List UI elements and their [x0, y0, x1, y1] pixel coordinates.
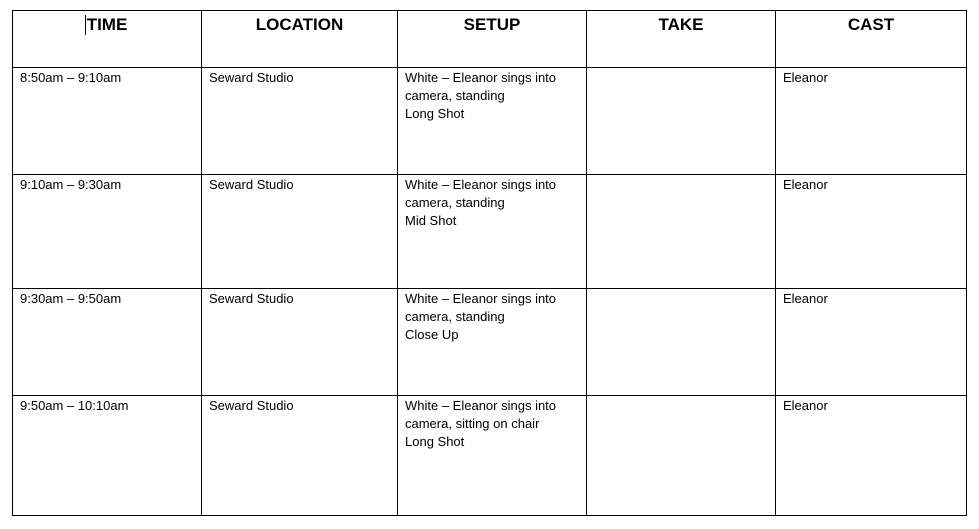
header-setup-label: SETUP [463, 15, 521, 34]
time-text: 9:10am – 9:30am [20, 177, 122, 192]
location-cell[interactable] [202, 68, 398, 175]
header-setup[interactable] [398, 11, 587, 68]
time-cell[interactable] [13, 289, 202, 396]
cast-cell[interactable] [776, 289, 967, 396]
cast-cell[interactable] [776, 68, 967, 175]
setup-line: White – Eleanor sings into [405, 70, 557, 85]
table-row [13, 68, 967, 175]
location-text: Seward Studio [209, 291, 294, 306]
header-row [13, 11, 967, 68]
take-cell[interactable] [587, 68, 776, 175]
setup-line: Long Shot [405, 106, 465, 121]
take-cell[interactable] [587, 289, 776, 396]
cast-text: Eleanor [783, 291, 828, 306]
take-cell[interactable] [587, 396, 776, 516]
table-row [13, 175, 967, 289]
setup-cell[interactable] [398, 68, 587, 175]
time-text: 8:50am – 9:10am [20, 70, 122, 85]
setup-line: Long Shot [405, 434, 465, 449]
setup-line: White – Eleanor sings into [405, 177, 557, 192]
time-cell[interactable] [13, 396, 202, 516]
cast-text: Eleanor [783, 70, 828, 85]
setup-cell[interactable] [398, 289, 587, 396]
time-text: 9:30am – 9:50am [20, 291, 122, 306]
time-cell[interactable] [13, 175, 202, 289]
header-location[interactable] [202, 11, 398, 68]
location-text: Seward Studio [209, 398, 294, 413]
take-cell[interactable] [587, 175, 776, 289]
shooting-schedule-table [12, 10, 967, 516]
table-row [13, 289, 967, 396]
cast-cell[interactable] [776, 175, 967, 289]
time-cell[interactable] [13, 68, 202, 175]
setup-line: White – Eleanor sings into [405, 291, 557, 306]
setup-cell[interactable] [398, 396, 587, 516]
location-text: Seward Studio [209, 70, 294, 85]
cast-text: Eleanor [783, 398, 828, 413]
setup-line: Mid Shot [405, 213, 457, 228]
header-time-label: TIME [86, 15, 128, 34]
cast-text: Eleanor [783, 177, 828, 192]
setup-line: camera, standing [405, 88, 505, 103]
location-cell[interactable] [202, 289, 398, 396]
header-take[interactable] [587, 11, 776, 68]
setup-line: camera, standing [405, 309, 505, 324]
setup-cell[interactable] [398, 175, 587, 289]
header-location-label: LOCATION [255, 15, 344, 34]
setup-line: camera, sitting on chair [405, 416, 540, 431]
table-row [13, 396, 967, 516]
cast-cell[interactable] [776, 396, 967, 516]
setup-line: Close Up [405, 327, 459, 342]
header-cast[interactable] [776, 11, 967, 68]
header-cast-label: CAST [847, 15, 895, 34]
setup-line: White – Eleanor sings into [405, 398, 557, 413]
location-cell[interactable] [202, 396, 398, 516]
location-text: Seward Studio [209, 177, 294, 192]
time-text: 9:50am – 10:10am [20, 398, 129, 413]
header-time[interactable] [13, 11, 202, 68]
location-cell[interactable] [202, 175, 398, 289]
header-take-label: TAKE [658, 15, 704, 34]
setup-line: camera, standing [405, 195, 505, 210]
